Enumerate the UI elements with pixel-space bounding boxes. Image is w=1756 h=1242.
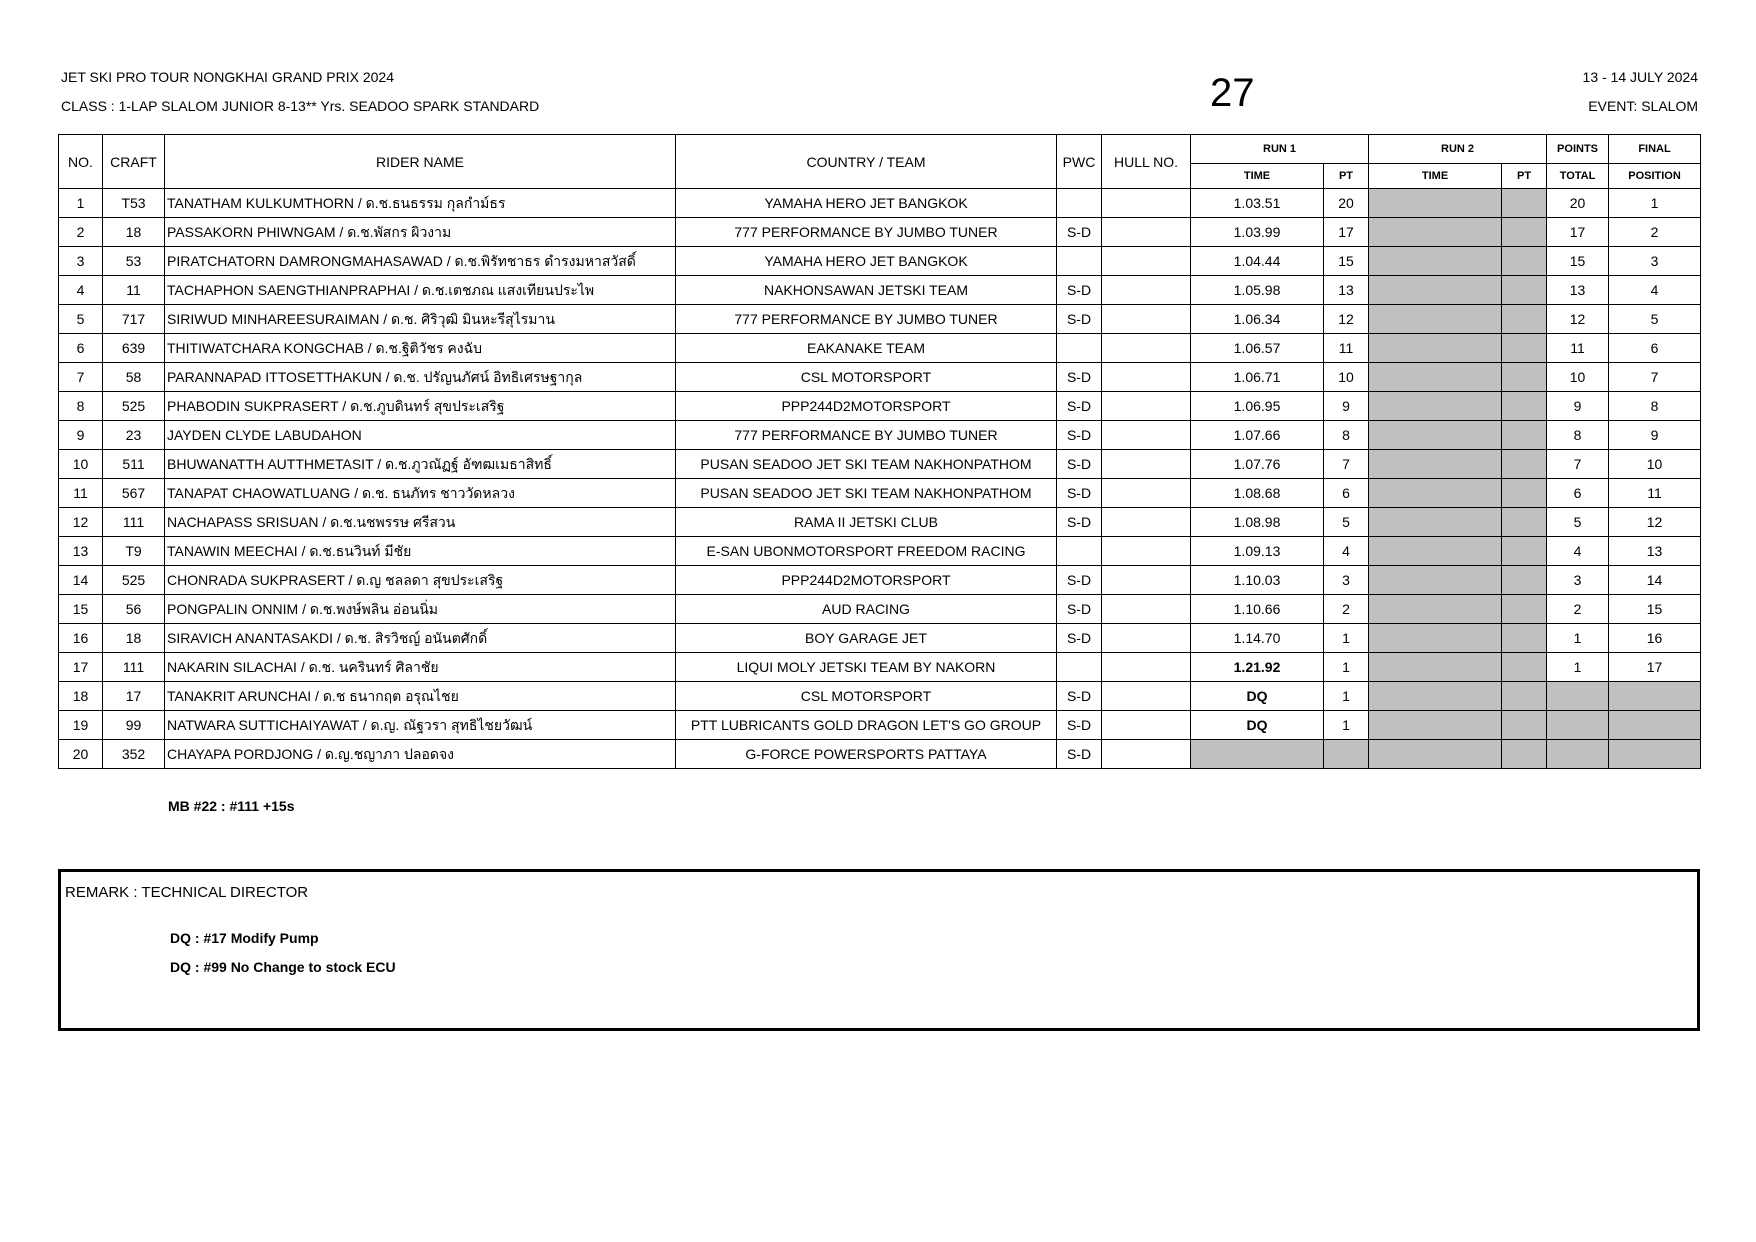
- cell-hull-no: [1102, 363, 1191, 392]
- cell-craft: 111: [103, 508, 165, 537]
- cell-no: 8: [59, 392, 103, 421]
- cell-final-position: [1609, 682, 1701, 711]
- header-run2-pt: PT: [1502, 164, 1547, 189]
- table-row: [59, 363, 1701, 392]
- table-row: [59, 566, 1701, 595]
- cell-points-total: 17: [1547, 218, 1609, 247]
- cell-pwc: [1057, 189, 1102, 218]
- cell-run2-time: [1369, 682, 1502, 711]
- cell-rider-name: BHUWANATTH AUTTHMETASIT / ด.ช.ภูวณัฏฐ์ อัฑฒเมธาสิทธิ์: [165, 450, 676, 479]
- cell-craft: 56: [103, 595, 165, 624]
- cell-points-total: 1: [1547, 624, 1609, 653]
- cell-rider-name: CHAYAPA PORDJONG / ด.ญ.ชญาภา ปลอดจง: [165, 740, 676, 769]
- cell-final-position: 12: [1609, 508, 1701, 537]
- cell-run1-time: 1.14.70: [1191, 624, 1324, 653]
- cell-run1-time: 1.06.57: [1191, 334, 1324, 363]
- cell-run2-time: [1369, 305, 1502, 334]
- cell-craft: 18: [103, 624, 165, 653]
- cell-final-position: 17: [1609, 653, 1701, 682]
- cell-run1-time: 1.06.71: [1191, 363, 1324, 392]
- cell-final-position: 1: [1609, 189, 1701, 218]
- cell-country-team: BOY GARAGE JET: [676, 624, 1057, 653]
- cell-hull-no: [1102, 450, 1191, 479]
- cell-hull-no: [1102, 566, 1191, 595]
- cell-run2-pt: [1502, 653, 1547, 682]
- cell-run1-pt: 5: [1324, 508, 1369, 537]
- cell-country-team: EAKANAKE TEAM: [676, 334, 1057, 363]
- cell-country-team: AUD RACING: [676, 595, 1057, 624]
- cell-run2-pt: [1502, 247, 1547, 276]
- cell-run1-pt: 11: [1324, 334, 1369, 363]
- cell-final-position: 7: [1609, 363, 1701, 392]
- cell-run1-time: 1.08.98: [1191, 508, 1324, 537]
- cell-hull-no: [1102, 595, 1191, 624]
- cell-country-team: PUSAN SEADOO JET SKI TEAM NAKHONPATHOM: [676, 450, 1057, 479]
- cell-run2-time: [1369, 421, 1502, 450]
- cell-final-position: 9: [1609, 421, 1701, 450]
- cell-country-team: RAMA II JETSKI CLUB: [676, 508, 1057, 537]
- cell-rider-name: TACHAPHON SAENGTHIANPRAPHAI / ด.ช.เตชภณ แสงเทียนประไพ: [165, 276, 676, 305]
- cell-final-position: 2: [1609, 218, 1701, 247]
- cell-rider-name: NATWARA SUTTICHAIYAWAT / ด.ญ. ณัฐวรา สุทธิไชยวัฒน์: [165, 711, 676, 740]
- cell-points-total: 8: [1547, 421, 1609, 450]
- cell-pwc: S-D: [1057, 711, 1102, 740]
- cell-run2-time: [1369, 189, 1502, 218]
- cell-craft: T9: [103, 537, 165, 566]
- header-run1-pt: PT: [1324, 164, 1369, 189]
- cell-points-total: 1: [1547, 653, 1609, 682]
- cell-run2-time: [1369, 653, 1502, 682]
- cell-hull-no: [1102, 653, 1191, 682]
- cell-run1-pt: 1: [1324, 711, 1369, 740]
- cell-pwc: S-D: [1057, 595, 1102, 624]
- cell-run1-time: 1.06.34: [1191, 305, 1324, 334]
- cell-rider-name: NACHAPASS SRISUAN / ด.ช.นชพรรษ ศรีสวน: [165, 508, 676, 537]
- table-row: [59, 711, 1701, 740]
- cell-rider-name: TANATHAM KULKUMTHORN / ด.ช.ธนธรรม กุลกำม์ธร: [165, 189, 676, 218]
- cell-pwc: S-D: [1057, 276, 1102, 305]
- cell-pwc: S-D: [1057, 218, 1102, 247]
- header-rider-name: RIDER NAME: [165, 135, 676, 189]
- cell-points-total: 15: [1547, 247, 1609, 276]
- header-run2-time: TIME: [1369, 164, 1502, 189]
- mb-note: MB #22 : #111 +15s: [168, 798, 295, 814]
- cell-country-team: CSL MOTORSPORT: [676, 682, 1057, 711]
- header-position: POSITION: [1609, 164, 1701, 189]
- cell-points-total: 6: [1547, 479, 1609, 508]
- cell-run2-time: [1369, 479, 1502, 508]
- cell-run2-time: [1369, 624, 1502, 653]
- cell-hull-no: [1102, 276, 1191, 305]
- cell-points-total: [1547, 682, 1609, 711]
- cell-run2-time: [1369, 247, 1502, 276]
- cell-no: 5: [59, 305, 103, 334]
- cell-pwc: S-D: [1057, 421, 1102, 450]
- cell-run2-pt: [1502, 392, 1547, 421]
- cell-run1-time: 1.03.99: [1191, 218, 1324, 247]
- cell-run1-pt: 9: [1324, 392, 1369, 421]
- cell-rider-name: TANAWIN MEECHAI / ด.ช.ธนวินท์ มีชัย: [165, 537, 676, 566]
- header-hull-no: HULL NO.: [1102, 135, 1191, 189]
- cell-run2-pt: [1502, 334, 1547, 363]
- cell-craft: 525: [103, 392, 165, 421]
- cell-hull-no: [1102, 421, 1191, 450]
- cell-final-position: 11: [1609, 479, 1701, 508]
- cell-rider-name: JAYDEN CLYDE LABUDAHON: [165, 421, 676, 450]
- cell-points-total: 5: [1547, 508, 1609, 537]
- cell-run1-pt: 8: [1324, 421, 1369, 450]
- event-type: EVENT: SLALOM: [1588, 98, 1698, 114]
- cell-run1-pt: 6: [1324, 479, 1369, 508]
- cell-run1-pt: 1: [1324, 624, 1369, 653]
- cell-run2-time: [1369, 276, 1502, 305]
- cell-points-total: [1547, 711, 1609, 740]
- cell-points-total: 9: [1547, 392, 1609, 421]
- cell-craft: 717: [103, 305, 165, 334]
- cell-rider-name: SIRIWUD MINHAREESURAIMAN / ด.ช. ศิริวุฒิ มินหะรีสุไรมาน: [165, 305, 676, 334]
- cell-hull-no: [1102, 508, 1191, 537]
- table-row: [59, 508, 1701, 537]
- cell-run1-time: 1.09.13: [1191, 537, 1324, 566]
- cell-country-team: 777 PERFORMANCE BY JUMBO TUNER: [676, 305, 1057, 334]
- cell-craft: 567: [103, 479, 165, 508]
- cell-run2-time: [1369, 740, 1502, 769]
- cell-run2-pt: [1502, 421, 1547, 450]
- cell-rider-name: TANAPAT CHAOWATLUANG / ด.ช. ธนภัทร ชาววัดหลวง: [165, 479, 676, 508]
- cell-run1-pt: 17: [1324, 218, 1369, 247]
- cell-run1-pt: 1: [1324, 682, 1369, 711]
- header-total: TOTAL: [1547, 164, 1609, 189]
- cell-hull-no: [1102, 624, 1191, 653]
- cell-points-total: 11: [1547, 334, 1609, 363]
- header-run1-time: TIME: [1191, 164, 1324, 189]
- cell-run2-time: [1369, 508, 1502, 537]
- header-final: FINAL: [1609, 135, 1701, 164]
- cell-country-team: PUSAN SEADOO JET SKI TEAM NAKHONPATHOM: [676, 479, 1057, 508]
- cell-country-team: PPP244D2MOTORSPORT: [676, 566, 1057, 595]
- header-craft: CRAFT: [103, 135, 165, 189]
- cell-no: 6: [59, 334, 103, 363]
- cell-craft: 639: [103, 334, 165, 363]
- cell-craft: 17: [103, 682, 165, 711]
- cell-no: 7: [59, 363, 103, 392]
- cell-run1-pt: 13: [1324, 276, 1369, 305]
- cell-hull-no: [1102, 334, 1191, 363]
- cell-country-team: YAMAHA HERO JET BANGKOK: [676, 189, 1057, 218]
- cell-hull-no: [1102, 711, 1191, 740]
- table-row: [59, 276, 1701, 305]
- cell-final-position: 3: [1609, 247, 1701, 276]
- cell-country-team: LIQUI MOLY JETSKI TEAM BY NAKORN: [676, 653, 1057, 682]
- cell-pwc: S-D: [1057, 508, 1102, 537]
- cell-pwc: S-D: [1057, 305, 1102, 334]
- cell-craft: 511: [103, 450, 165, 479]
- event-title: JET SKI PRO TOUR NONGKHAI GRAND PRIX 2024: [61, 69, 394, 85]
- cell-run2-pt: [1502, 595, 1547, 624]
- cell-pwc: [1057, 653, 1102, 682]
- cell-run2-pt: [1502, 624, 1547, 653]
- cell-hull-no: [1102, 682, 1191, 711]
- header-no: NO.: [59, 135, 103, 189]
- cell-pwc: S-D: [1057, 363, 1102, 392]
- cell-craft: 23: [103, 421, 165, 450]
- cell-run2-pt: [1502, 479, 1547, 508]
- cell-hull-no: [1102, 479, 1191, 508]
- cell-hull-no: [1102, 189, 1191, 218]
- remark-line: DQ : #17 Modify Pump: [170, 930, 319, 946]
- cell-rider-name: SIRAVICH ANANTASAKDI / ด.ช. สิรวิชญ์ อนันตศักดิ์: [165, 624, 676, 653]
- cell-run1-time: 1.10.03: [1191, 566, 1324, 595]
- cell-hull-no: [1102, 218, 1191, 247]
- cell-pwc: [1057, 247, 1102, 276]
- cell-run1-time: 1.03.51: [1191, 189, 1324, 218]
- table-row: [59, 682, 1701, 711]
- cell-run2-pt: [1502, 682, 1547, 711]
- cell-final-position: 15: [1609, 595, 1701, 624]
- cell-country-team: PPP244D2MOTORSPORT: [676, 392, 1057, 421]
- table-row: [59, 740, 1701, 769]
- remark-title: REMARK : TECHNICAL DIRECTOR: [65, 884, 309, 901]
- cell-pwc: S-D: [1057, 566, 1102, 595]
- cell-no: 10: [59, 450, 103, 479]
- cell-country-team: YAMAHA HERO JET BANGKOK: [676, 247, 1057, 276]
- header-country-team: COUNTRY / TEAM: [676, 135, 1057, 189]
- cell-run2-time: [1369, 218, 1502, 247]
- cell-rider-name: PASSAKORN PHIWNGAM / ด.ช.พัสกร ผิวงาม: [165, 218, 676, 247]
- cell-run2-time: [1369, 450, 1502, 479]
- cell-rider-name: TANAKRIT ARUNCHAI / ด.ช ธนากฤต อรุณไชย: [165, 682, 676, 711]
- cell-run2-pt: [1502, 276, 1547, 305]
- cell-run1-time: 1.04.44: [1191, 247, 1324, 276]
- cell-final-position: 5: [1609, 305, 1701, 334]
- cell-final-position: [1609, 711, 1701, 740]
- cell-points-total: 12: [1547, 305, 1609, 334]
- cell-run2-time: [1369, 334, 1502, 363]
- cell-rider-name: NAKARIN SILACHAI / ด.ช. นครินทร์ ศิลาชัย: [165, 653, 676, 682]
- cell-run2-pt: [1502, 363, 1547, 392]
- table-row: [59, 537, 1701, 566]
- table-row: [59, 595, 1701, 624]
- cell-country-team: PTT LUBRICANTS GOLD DRAGON LET'S GO GROUP: [676, 711, 1057, 740]
- cell-rider-name: CHONRADA SUKPRASERT / ด.ญ ชลลดา สุขประเสริฐ: [165, 566, 676, 595]
- cell-no: 14: [59, 566, 103, 595]
- cell-craft: 99: [103, 711, 165, 740]
- cell-run1-pt: 15: [1324, 247, 1369, 276]
- table-row: [59, 247, 1701, 276]
- cell-run1-pt: 4: [1324, 537, 1369, 566]
- cell-run1-pt: 12: [1324, 305, 1369, 334]
- cell-run1-time: 1.05.98: [1191, 276, 1324, 305]
- cell-craft: 18: [103, 218, 165, 247]
- cell-craft: 111: [103, 653, 165, 682]
- results-table: [58, 134, 1701, 769]
- cell-no: 18: [59, 682, 103, 711]
- header-run1: RUN 1: [1191, 135, 1369, 164]
- cell-run1-time: 1.07.76: [1191, 450, 1324, 479]
- cell-run2-pt: [1502, 537, 1547, 566]
- cell-points-total: 2: [1547, 595, 1609, 624]
- header-run2: RUN 2: [1369, 135, 1547, 164]
- cell-hull-no: [1102, 740, 1191, 769]
- cell-run1-time: 1.07.66: [1191, 421, 1324, 450]
- remark-line: DQ : #99 No Change to stock ECU: [170, 959, 396, 975]
- cell-run1-pt: 20: [1324, 189, 1369, 218]
- cell-points-total: 10: [1547, 363, 1609, 392]
- cell-run1-pt: 1: [1324, 653, 1369, 682]
- header-pwc: PWC: [1057, 135, 1102, 189]
- cell-run1-time: 1.06.95: [1191, 392, 1324, 421]
- cell-final-position: 16: [1609, 624, 1701, 653]
- remark-box: [58, 869, 1700, 1031]
- table-row: [59, 421, 1701, 450]
- cell-no: 19: [59, 711, 103, 740]
- cell-points-total: 4: [1547, 537, 1609, 566]
- event-dates: 13 - 14 JULY 2024: [1582, 69, 1698, 85]
- cell-country-team: 777 PERFORMANCE BY JUMBO TUNER: [676, 218, 1057, 247]
- cell-run1-time: [1191, 740, 1324, 769]
- cell-run2-time: [1369, 537, 1502, 566]
- cell-run2-time: [1369, 392, 1502, 421]
- cell-rider-name: PIRATCHATORN DAMRONGMAHASAWAD / ด.ช.พิรัทชาธร ดำรงมหาสวัสดิ์: [165, 247, 676, 276]
- page-number: 27: [1210, 71, 1255, 115]
- cell-country-team: 777 PERFORMANCE BY JUMBO TUNER: [676, 421, 1057, 450]
- cell-final-position: 14: [1609, 566, 1701, 595]
- cell-no: 15: [59, 595, 103, 624]
- cell-run2-pt: [1502, 508, 1547, 537]
- cell-no: 12: [59, 508, 103, 537]
- cell-rider-name: PHABODIN SUKPRASERT / ด.ช.ภูบดินทร์ สุขประเสริฐ: [165, 392, 676, 421]
- cell-run2-pt: [1502, 218, 1547, 247]
- cell-pwc: S-D: [1057, 740, 1102, 769]
- cell-pwc: S-D: [1057, 450, 1102, 479]
- cell-run1-time: 1.21.92: [1191, 653, 1324, 682]
- cell-country-team: NAKHONSAWAN JETSKI TEAM: [676, 276, 1057, 305]
- cell-pwc: [1057, 334, 1102, 363]
- cell-no: 13: [59, 537, 103, 566]
- cell-points-total: 13: [1547, 276, 1609, 305]
- cell-craft: T53: [103, 189, 165, 218]
- cell-no: 4: [59, 276, 103, 305]
- cell-hull-no: [1102, 537, 1191, 566]
- cell-points-total: 20: [1547, 189, 1609, 218]
- cell-run2-pt: [1502, 450, 1547, 479]
- cell-hull-no: [1102, 305, 1191, 334]
- cell-run2-time: [1369, 363, 1502, 392]
- class-title: CLASS : 1-LAP SLALOM JUNIOR 8-13** Yrs. SEADOO SPARK STANDARD: [61, 98, 540, 114]
- cell-craft: 11: [103, 276, 165, 305]
- cell-no: 3: [59, 247, 103, 276]
- cell-rider-name: PONGPALIN ONNIM / ด.ช.พงษ์พลิน อ่อนนิ่ม: [165, 595, 676, 624]
- cell-craft: 352: [103, 740, 165, 769]
- table-row: [59, 479, 1701, 508]
- cell-craft: 58: [103, 363, 165, 392]
- cell-no: 1: [59, 189, 103, 218]
- cell-no: 17: [59, 653, 103, 682]
- cell-points-total: 7: [1547, 450, 1609, 479]
- cell-hull-no: [1102, 392, 1191, 421]
- header-row: [59, 135, 1701, 164]
- cell-points-total: [1547, 740, 1609, 769]
- table-row: [59, 624, 1701, 653]
- cell-run1-pt: 7: [1324, 450, 1369, 479]
- cell-final-position: 4: [1609, 276, 1701, 305]
- cell-run1-time: DQ: [1191, 711, 1324, 740]
- cell-final-position: 10: [1609, 450, 1701, 479]
- cell-run1-time: DQ: [1191, 682, 1324, 711]
- cell-final-position: [1609, 740, 1701, 769]
- cell-run1-pt: 3: [1324, 566, 1369, 595]
- cell-pwc: S-D: [1057, 479, 1102, 508]
- cell-country-team: CSL MOTORSPORT: [676, 363, 1057, 392]
- cell-final-position: 8: [1609, 392, 1701, 421]
- table-row: [59, 392, 1701, 421]
- cell-no: 9: [59, 421, 103, 450]
- table-row: [59, 653, 1701, 682]
- table-row: [59, 305, 1701, 334]
- cell-run2-pt: [1502, 566, 1547, 595]
- cell-country-team: G-FORCE POWERSPORTS PATTAYA: [676, 740, 1057, 769]
- cell-run2-time: [1369, 595, 1502, 624]
- cell-no: 2: [59, 218, 103, 247]
- cell-run2-time: [1369, 711, 1502, 740]
- header-points: POINTS: [1547, 135, 1609, 164]
- cell-craft: 525: [103, 566, 165, 595]
- cell-run2-pt: [1502, 305, 1547, 334]
- cell-run2-time: [1369, 566, 1502, 595]
- cell-pwc: S-D: [1057, 624, 1102, 653]
- cell-no: 20: [59, 740, 103, 769]
- table-row: [59, 218, 1701, 247]
- cell-hull-no: [1102, 247, 1191, 276]
- cell-rider-name: THITIWATCHARA KONGCHAB / ด.ช.ฐิติวัชร คงฉับ: [165, 334, 676, 363]
- cell-run1-pt: [1324, 740, 1369, 769]
- table-row: [59, 334, 1701, 363]
- cell-final-position: 13: [1609, 537, 1701, 566]
- table-row: [59, 189, 1701, 218]
- table-row: [59, 450, 1701, 479]
- cell-no: 16: [59, 624, 103, 653]
- cell-final-position: 6: [1609, 334, 1701, 363]
- cell-pwc: S-D: [1057, 392, 1102, 421]
- cell-rider-name: PARANNAPAD ITTOSETTHAKUN / ด.ช. ปรัญนภัศน์ อิทธิเศรษฐากุล: [165, 363, 676, 392]
- cell-run1-pt: 2: [1324, 595, 1369, 624]
- cell-run2-pt: [1502, 711, 1547, 740]
- cell-run1-time: 1.08.68: [1191, 479, 1324, 508]
- cell-run1-pt: 10: [1324, 363, 1369, 392]
- cell-run2-pt: [1502, 189, 1547, 218]
- cell-country-team: E-SAN UBONMOTORSPORT FREEDOM RACING: [676, 537, 1057, 566]
- cell-craft: 53: [103, 247, 165, 276]
- cell-run2-pt: [1502, 740, 1547, 769]
- cell-no: 11: [59, 479, 103, 508]
- cell-points-total: 3: [1547, 566, 1609, 595]
- cell-pwc: [1057, 537, 1102, 566]
- cell-pwc: S-D: [1057, 682, 1102, 711]
- cell-run1-time: 1.10.66: [1191, 595, 1324, 624]
